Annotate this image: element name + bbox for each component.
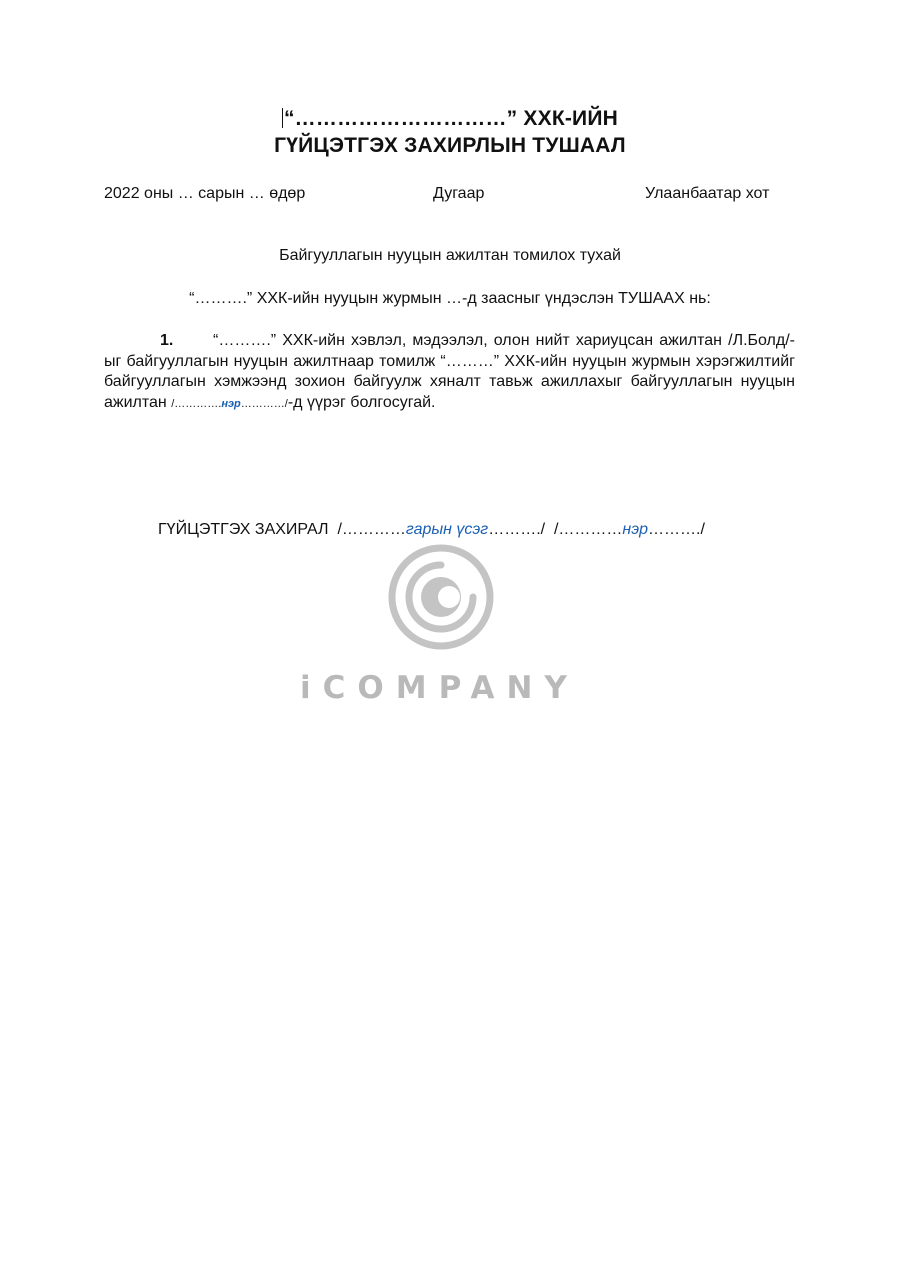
signature-sign-suffix: ………./: [488, 521, 546, 538]
clause-placeholder-name: нэр: [221, 397, 241, 410]
order-basis: “……….” ХХК-ийн нууцын журмын …-д заасныг үндэслэн ТУШААХ нь:: [189, 290, 711, 307]
signature-name-suffix: ………./: [648, 521, 705, 538]
icompany-logo-icon: [388, 544, 494, 650]
watermark-text: iCOMPANY: [300, 670, 579, 706]
clause-text-end: -д үүрэг болгосугай.: [287, 393, 436, 411]
clause-placeholder-prefix: /………….: [171, 397, 222, 410]
clause-text: “……….” ХХК-ийн хэвлэл, мэдээлэл, олон нийт хариуцсан ажилтан /Л.Болд/-ыг байгууллагын нууцын ажилтнаар томилж “………” ХХК-ийн нууцын журмын хэрэгжилтийг байгууллагын хэмжээнд зохион байгуулж хяналт тавьж ажиллахыг байгууллагын нууцын ажилтан: [104, 332, 795, 411]
order-date: 2022 оны … сарын … өдөр: [104, 185, 306, 202]
document-title-order: ГҮЙЦЭТГЭХ ЗАХИРЛЫН ТУШААЛ: [274, 134, 626, 157]
signature-sign-label: гарын үсэг: [405, 521, 489, 538]
signature-sign-prefix: /…………: [337, 521, 406, 538]
signature-name-prefix: /…………: [553, 521, 623, 538]
signature-position: ГҮЙЦЭТГЭХ ЗАХИРАЛ: [158, 521, 329, 538]
clause-number: 1.: [160, 332, 174, 349]
signature-line: [158, 520, 705, 540]
order-subject: Байгууллагын нууцын ажилтан томилох тухай: [279, 247, 621, 264]
title-line-1: “…………………………” ХХК-ИЙН: [283, 107, 618, 130]
clause-placeholder-suffix: …………/: [240, 397, 288, 410]
text-cursor: [282, 108, 283, 128]
order-clause-1: [104, 331, 795, 414]
document-title-company: [0, 106, 900, 132]
order-city: Улаанбаатар хот: [645, 185, 770, 202]
signature-name-label: нэр: [622, 521, 648, 538]
order-number-label: Дугаар: [433, 185, 485, 202]
